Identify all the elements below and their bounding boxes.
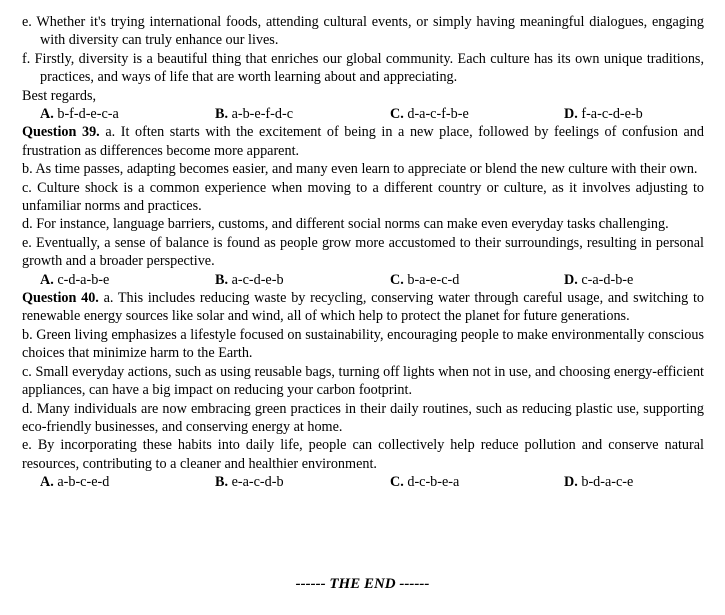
the-end-footer: ------ THE END ------: [295, 576, 430, 592]
q38-option-b[interactable]: B. a-b-e-f-d-c: [215, 106, 293, 123]
q39-option-a[interactable]: A. c-d-a-b-e: [40, 271, 110, 288]
q38-closing: Best regards,: [22, 87, 97, 104]
q38-option-c[interactable]: C. d-a-c-f-b-e: [390, 106, 469, 123]
q40-option-b[interactable]: B. e-a-c-d-b: [215, 474, 284, 491]
q40-sentence-a: Question 40. a. This includes reducing waste by recycling, conserving water through careful usage, and switching to renewable energy sources like solar and wind, all of which help to protect the planet for future generations.: [22, 290, 704, 325]
q39-option-d[interactable]: D. c-a-d-b-e: [564, 271, 634, 288]
q38-option-a[interactable]: A. b-f-d-e-c-a: [40, 106, 119, 123]
q39-options: [22, 271, 704, 289]
q39-sentence-b: b. As time passes, adapting becomes easier, and many even learn to appreciate or blend the new culture with their own.: [22, 161, 698, 178]
q39-sentence-d: d. For instance, language barriers, customs, and different social norms can make even everyday tasks challenging.: [22, 216, 669, 233]
q40-sentence-d: d. Many individuals are now embracing green practices in their daily routines, such as reducing plastic use, supporting eco-friendly businesses, and conserving energy at home.: [22, 400, 704, 435]
q39-sentence-a: Question 39. a. It often starts with the excitement of being in a new place, followed by feelings of confusion and frustration as differences become more apparent.: [22, 124, 704, 159]
q40-options: [22, 473, 704, 491]
q39-sentence-e: e. Eventually, a sense of balance is found as people grow more accustomed to their surroundings, resulting in personal growth and a broader perspective.: [22, 234, 704, 270]
q39-sentence-c: c. Culture shock is a common experience when moving to a different country or culture, as it involves adjusting to unfamiliar norms and practices.: [22, 179, 704, 215]
q39-label: Question 39.: [22, 124, 100, 141]
q40-sentence-b: b. Green living emphasizes a lifestyle focused on sustainability, encouraging people to make environmentally conscious choices that minimize harm to the Earth.: [22, 326, 704, 362]
q40-option-d[interactable]: D. b-d-a-c-e: [564, 474, 634, 491]
q40-sentence-c: c. Small everyday actions, such as using reusable bags, turning off lights when not in use, and choosing energy-efficient appliances, can have a big impact on reducing your carbon footprint.: [22, 363, 704, 399]
q40-option-c[interactable]: C. d-c-b-e-a: [390, 474, 460, 491]
q38-options: [22, 105, 704, 123]
q38-sentence-f: f. Firstly, diversity is a beautiful thing that enriches our global community. Each culture has its own unique traditions, practices, and ways of life that are worth learning about and appreciating.: [22, 50, 704, 86]
exam-page: [22, 13, 704, 492]
q40-label: Question 40.: [22, 290, 99, 307]
q38-option-d[interactable]: D. f-a-c-d-e-b: [564, 106, 643, 123]
q39-option-c[interactable]: C. b-a-e-c-d: [390, 271, 460, 288]
q40-option-a[interactable]: A. a-b-c-e-d: [40, 474, 110, 491]
q39-option-b[interactable]: B. a-c-d-e-b: [215, 271, 284, 288]
q38-sentence-e: e. Whether it's trying international foods, attending cultural events, or simply having meaningful dialogues, engaging with diversity can truly enhance our lives.: [22, 14, 704, 49]
q40-sentence-e: e. By incorporating these habits into daily life, people can collectively help reduce pollution and conserve natural resources, contributing to a cleaner and healthier environment.: [22, 437, 704, 472]
